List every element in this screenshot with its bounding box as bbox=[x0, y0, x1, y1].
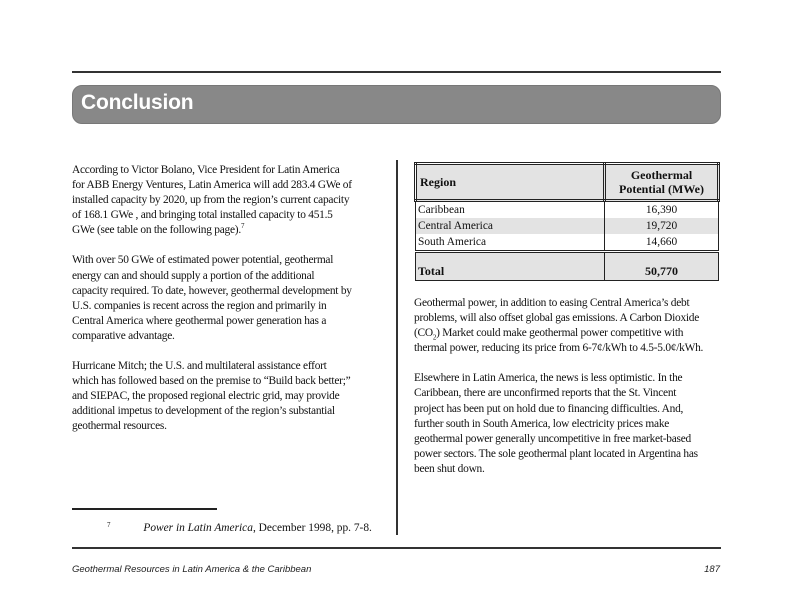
page-number: 187 bbox=[704, 564, 720, 575]
potential-cell: 16,390 bbox=[605, 201, 719, 219]
geothermal-potential-table bbox=[414, 162, 720, 281]
table-row bbox=[416, 218, 719, 234]
column-header-region: Region bbox=[416, 164, 605, 201]
table-header-row bbox=[416, 164, 719, 201]
footnote-rule bbox=[72, 508, 217, 510]
footnote bbox=[107, 522, 372, 534]
section-title: Conclusion bbox=[81, 91, 194, 114]
left-column bbox=[72, 163, 352, 450]
footer-rule bbox=[72, 547, 721, 549]
paragraph-hurricane-mitch: Hurricane Mitch; the U.S. and multilateral assistance effort which has followed based on the premise to “Build back better;” and SIEPAC, the proposed regional electric grid, may provide additional impetus to development of the region’s substantial geothermal resources. bbox=[72, 360, 351, 433]
paragraph-carbon-market: Geothermal power, in addition to easing Central America’s debt problems, will also offset global gas emissions. A Carbon Dioxide $(CO_2)$ Market could make geothermal power competitive with thermal power, reducing its price from 6-7¢/kWh to 4.5-5.0¢/kWh. bbox=[414, 297, 704, 355]
paragraph-potential: With over 50 GWe of estimated power potential, geothermal energy can and should supply a portion of the additional capacity required. To date, however, geothermal development by U.S. companies is recent across the region and primarily in Central America where geothermal power generation has a comparative advantage. bbox=[72, 254, 352, 342]
footnote-source-title: Power in Latin America bbox=[143, 522, 253, 534]
section-banner bbox=[72, 85, 721, 124]
table-total-row bbox=[416, 252, 719, 281]
header-rule bbox=[72, 71, 721, 73]
region-cell: South America bbox=[416, 234, 605, 252]
total-label: Total bbox=[416, 252, 605, 281]
total-value: 50,770 bbox=[605, 252, 719, 281]
paragraph-capacity: According to Victor Bolano, Vice President for Latin America for ABB Energy Ventures, Latin America will add 283.4 GWe of installed capacity by 2020, up from the region’s current capacity of 168.1 GWe , and bringing total installed capacity to 451.5 GWe (see table on the following page).$^7$ bbox=[72, 164, 352, 237]
column-divider bbox=[396, 160, 398, 535]
footnote-ref[interactable]: 7 bbox=[240, 222, 245, 231]
footnote-number: 7 bbox=[107, 521, 111, 529]
region-cell: Caribbean bbox=[416, 201, 605, 219]
table-row bbox=[416, 201, 719, 219]
region-cell: Central America bbox=[416, 218, 605, 234]
paragraph-elsewhere: Elsewhere in Latin America, the news is less optimistic. In the Caribbean, there are unconfirmed reports that the St. Vincent project has been put on hold due to financing difficulties. And, further south in South America, low electricity prices make geothermal power generally uncompetitive in free market-based power sectors. The sole geothermal plant located in Argentina has been shut down. bbox=[414, 372, 698, 475]
potential-cell: 19,720 bbox=[605, 218, 719, 234]
table-row bbox=[416, 234, 719, 252]
footer-document-title: Geothermal Resources in Latin America & the Caribbean bbox=[72, 564, 312, 575]
potential-cell: 14,660 bbox=[605, 234, 719, 252]
footnote-source-detail: , December 1998, pp. 7-8. bbox=[252, 522, 372, 534]
column-header-potential: Geothermal Potential (MWe) bbox=[605, 164, 719, 201]
right-column bbox=[414, 296, 704, 492]
